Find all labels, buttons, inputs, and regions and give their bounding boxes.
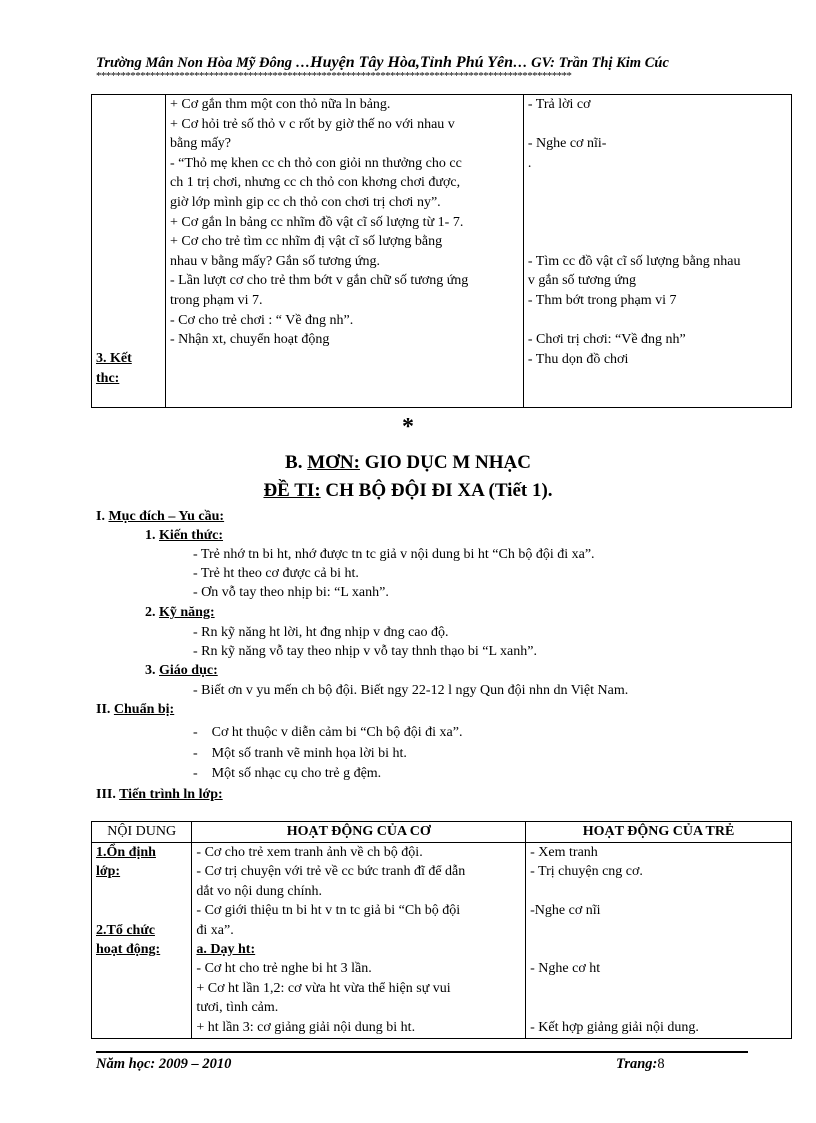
cell-line	[96, 882, 187, 901]
cell-line: -Nghe cơ nĩi	[530, 903, 601, 919]
cell-line: + Cơ hỏi trẻ số thỏ v c rốt by giờ thế no với nhau v	[169, 116, 455, 132]
section2-heading: II. Chuẩn bị:	[96, 702, 175, 717]
cell-line	[528, 213, 787, 233]
cell-line: - Nghe cơ ht	[530, 961, 601, 977]
cell-line: .	[527, 155, 532, 171]
cell-line: - Cơ trị chuyện với trẻ về cc bức tranh đĩ để dẫn	[196, 864, 466, 880]
subject-label: MƠN:	[307, 452, 360, 473]
teacher-activity-cell	[165, 95, 523, 408]
header-district: Huyện Tây Hòa,Tỉnh Phú Yên	[310, 54, 513, 71]
cell-line: - Thm bớt trong phạm vi 7	[527, 292, 677, 308]
cell-line: - Trị chuyện cng cơ.	[530, 864, 643, 880]
cell-line	[530, 882, 787, 901]
cell-line	[528, 193, 787, 213]
cell-line: - Nhận xt, chuyển hoạt động	[169, 332, 330, 348]
cell-line	[528, 232, 787, 252]
header-school: Trường Mân Non Hòa Mỹ Đông …	[96, 55, 311, 71]
cell-line: dắt vo nội dung chính.	[196, 883, 323, 899]
cell-line: - Nghe cơ nĩi-	[527, 136, 607, 152]
footer-page: Trang:8	[616, 1056, 665, 1072]
prep-item: - Một số tranh vẽ minh họa lời bi ht.	[193, 746, 407, 761]
cell-line: - Trả lời cơ	[527, 97, 591, 112]
sub3-heading: 3. Giáo dục:	[145, 663, 218, 678]
sub2-item: - Rn kỹ năng ht lời, ht đng nhịp v đng cao độ.	[193, 625, 449, 640]
cell-line: 2.Tổ chức	[96, 922, 155, 938]
col-header-content: NỘI DUNG	[92, 822, 192, 843]
cell-line: - Cơ ht cho trẻ nghe bi ht 3 lần.	[196, 961, 372, 977]
prep-item: - Cơ ht thuộc v diễn cảm bi “Ch bộ đội đi xa”.	[193, 725, 463, 740]
cell-line	[528, 311, 787, 331]
topic-title: ĐỀ TI: CH BỘ ĐỘI ĐI XA (Tiết 1).	[263, 480, 553, 501]
topic-label: ĐỀ TI:	[263, 480, 321, 501]
cell-line: hoạt động:	[96, 941, 161, 957]
section1-heading: I. Mục đích – Yu cầu:	[96, 509, 225, 524]
cell-line: nhau v bằng mấy? Gắn số tương ứng.	[169, 253, 380, 269]
cell-line: + Cơ cho trẻ tìm cc nhĩm đị vật cĩ số lượng bằng	[169, 234, 443, 250]
col-header-child: HOẠT ĐỘNG CỦA TRẺ	[526, 822, 792, 843]
cell-line: - Kết hợp giảng giải nội dung.	[530, 1019, 699, 1035]
cell-line: + Cơ ht lần 1,2: cơ vừa ht vừa thể hiện sự vui	[196, 980, 451, 996]
cell-line: 1.Ổn định	[96, 845, 156, 860]
cell-line: - Tìm cc đồ vật cĩ số lượng bằng nhau	[527, 253, 741, 269]
cell-line: lớp:	[96, 864, 121, 880]
cell-line: - Cơ giới thiệu tn bi ht v tn tc giả bi “Ch bộ đội	[196, 903, 461, 919]
cell-line: - “Thỏ mẹ khen cc ch thỏ con giỏi nn thưởng cho cc	[169, 155, 462, 171]
cell-line: v gắn số tương ứng	[527, 273, 636, 289]
cell-line	[530, 940, 787, 959]
child-activity-cell	[523, 95, 791, 408]
cell-line: - Chơi trị chơi: “Về đng nh”	[527, 332, 686, 348]
cell-line: + Cơ gắn thm một con thỏ nữa ln bảng.	[169, 97, 391, 112]
footer-year: Năm học: 2009 – 2010	[96, 1056, 232, 1072]
cell-line: giờ lớp mình gip cc ch thỏ con chơi trị chơi ny”.	[169, 194, 441, 210]
cell-line: a. Dạy ht:	[196, 941, 256, 957]
footer-rule	[96, 1051, 748, 1053]
section-label-line2: thc:	[96, 371, 120, 386]
cell-line: + ht lần 3: cơ giảng giải nội dung bi ht.	[196, 1019, 416, 1035]
cell-line: - Cơ cho trẻ xem tranh ảnh về ch bộ đội.	[196, 845, 423, 860]
cell-line: bằng mấy?	[169, 136, 232, 152]
teacher-activity-cell	[192, 843, 526, 1039]
lesson-table-continued	[91, 94, 792, 408]
prep-item: - Một số nhạc cụ cho trẻ g đệm.	[193, 766, 382, 781]
sub1-item: - Trẻ nhớ tn bi ht, nhớ được tn tc giả v nội dung bi ht “Ch bộ đội đi xa”.	[193, 547, 595, 562]
cell-line: trong phạm vi 7.	[169, 292, 263, 308]
cell-line: tươi, tình cảm.	[196, 1000, 279, 1016]
sub2-heading: 2. Kỹ năng:	[145, 605, 215, 620]
cell-line	[96, 901, 187, 920]
sub3-item: - Biết ơn v yu mến ch bộ đội. Biết ngy 22-12 l ngy Qun đội nhn dn Việt Nam.	[193, 683, 629, 698]
section3-heading: III. Tiến trình ln lớp:	[96, 787, 223, 802]
section-label-line1: 3. Kết	[96, 351, 132, 366]
content-cell	[92, 843, 192, 1039]
cell-line: - Cơ cho trẻ chơi : “ Về đng nh”.	[169, 312, 354, 328]
sub1-item: - Ơn vỗ tay theo nhịp bi: “L xanh”.	[193, 585, 389, 600]
header-stars: *************************************************************************************************	[96, 70, 572, 82]
sub2-item: - Rn kỹ năng vỗ tay theo nhịp v vỗ tay thnh thạo bi “L xanh”.	[193, 644, 537, 659]
cell-line	[528, 173, 787, 193]
cell-line: - Xem tranh	[530, 845, 598, 860]
cell-line: - Thu dọn đồ chơi	[527, 351, 629, 367]
subject-title: B. MƠN: GIO DỤC M NHẠC	[285, 452, 531, 473]
cell-line: + Cơ gắn ln bảng cc nhĩm đồ vật cĩ số lượng từ 1- 7.	[169, 214, 464, 230]
child-activity-cell	[526, 843, 792, 1039]
sub1-item: - Trẻ ht theo cơ được cả bi ht.	[193, 566, 359, 581]
cell-line: - Lần lượt cơ cho trẻ thm bớt v gắn chữ số tương ứng	[169, 273, 469, 289]
sub1-heading: 1. Kiến thức:	[145, 528, 224, 543]
section-cell	[92, 95, 166, 408]
cell-line: đi xa”.	[196, 922, 234, 938]
separator-asterisk: *	[402, 414, 414, 440]
cell-line	[530, 979, 787, 998]
cell-line	[530, 998, 787, 1017]
header-teacher: … GV: Trần Thị Kim Cúc	[512, 55, 669, 71]
cell-line	[530, 921, 787, 940]
cell-line: ch 1 trị chơi, nhưng cc ch thỏ con khơng chơi được,	[169, 175, 461, 191]
cell-line	[528, 115, 787, 135]
col-header-teacher: HOẠT ĐỘNG CỦA CƠ	[192, 822, 526, 843]
lesson-process-table	[91, 821, 792, 1039]
